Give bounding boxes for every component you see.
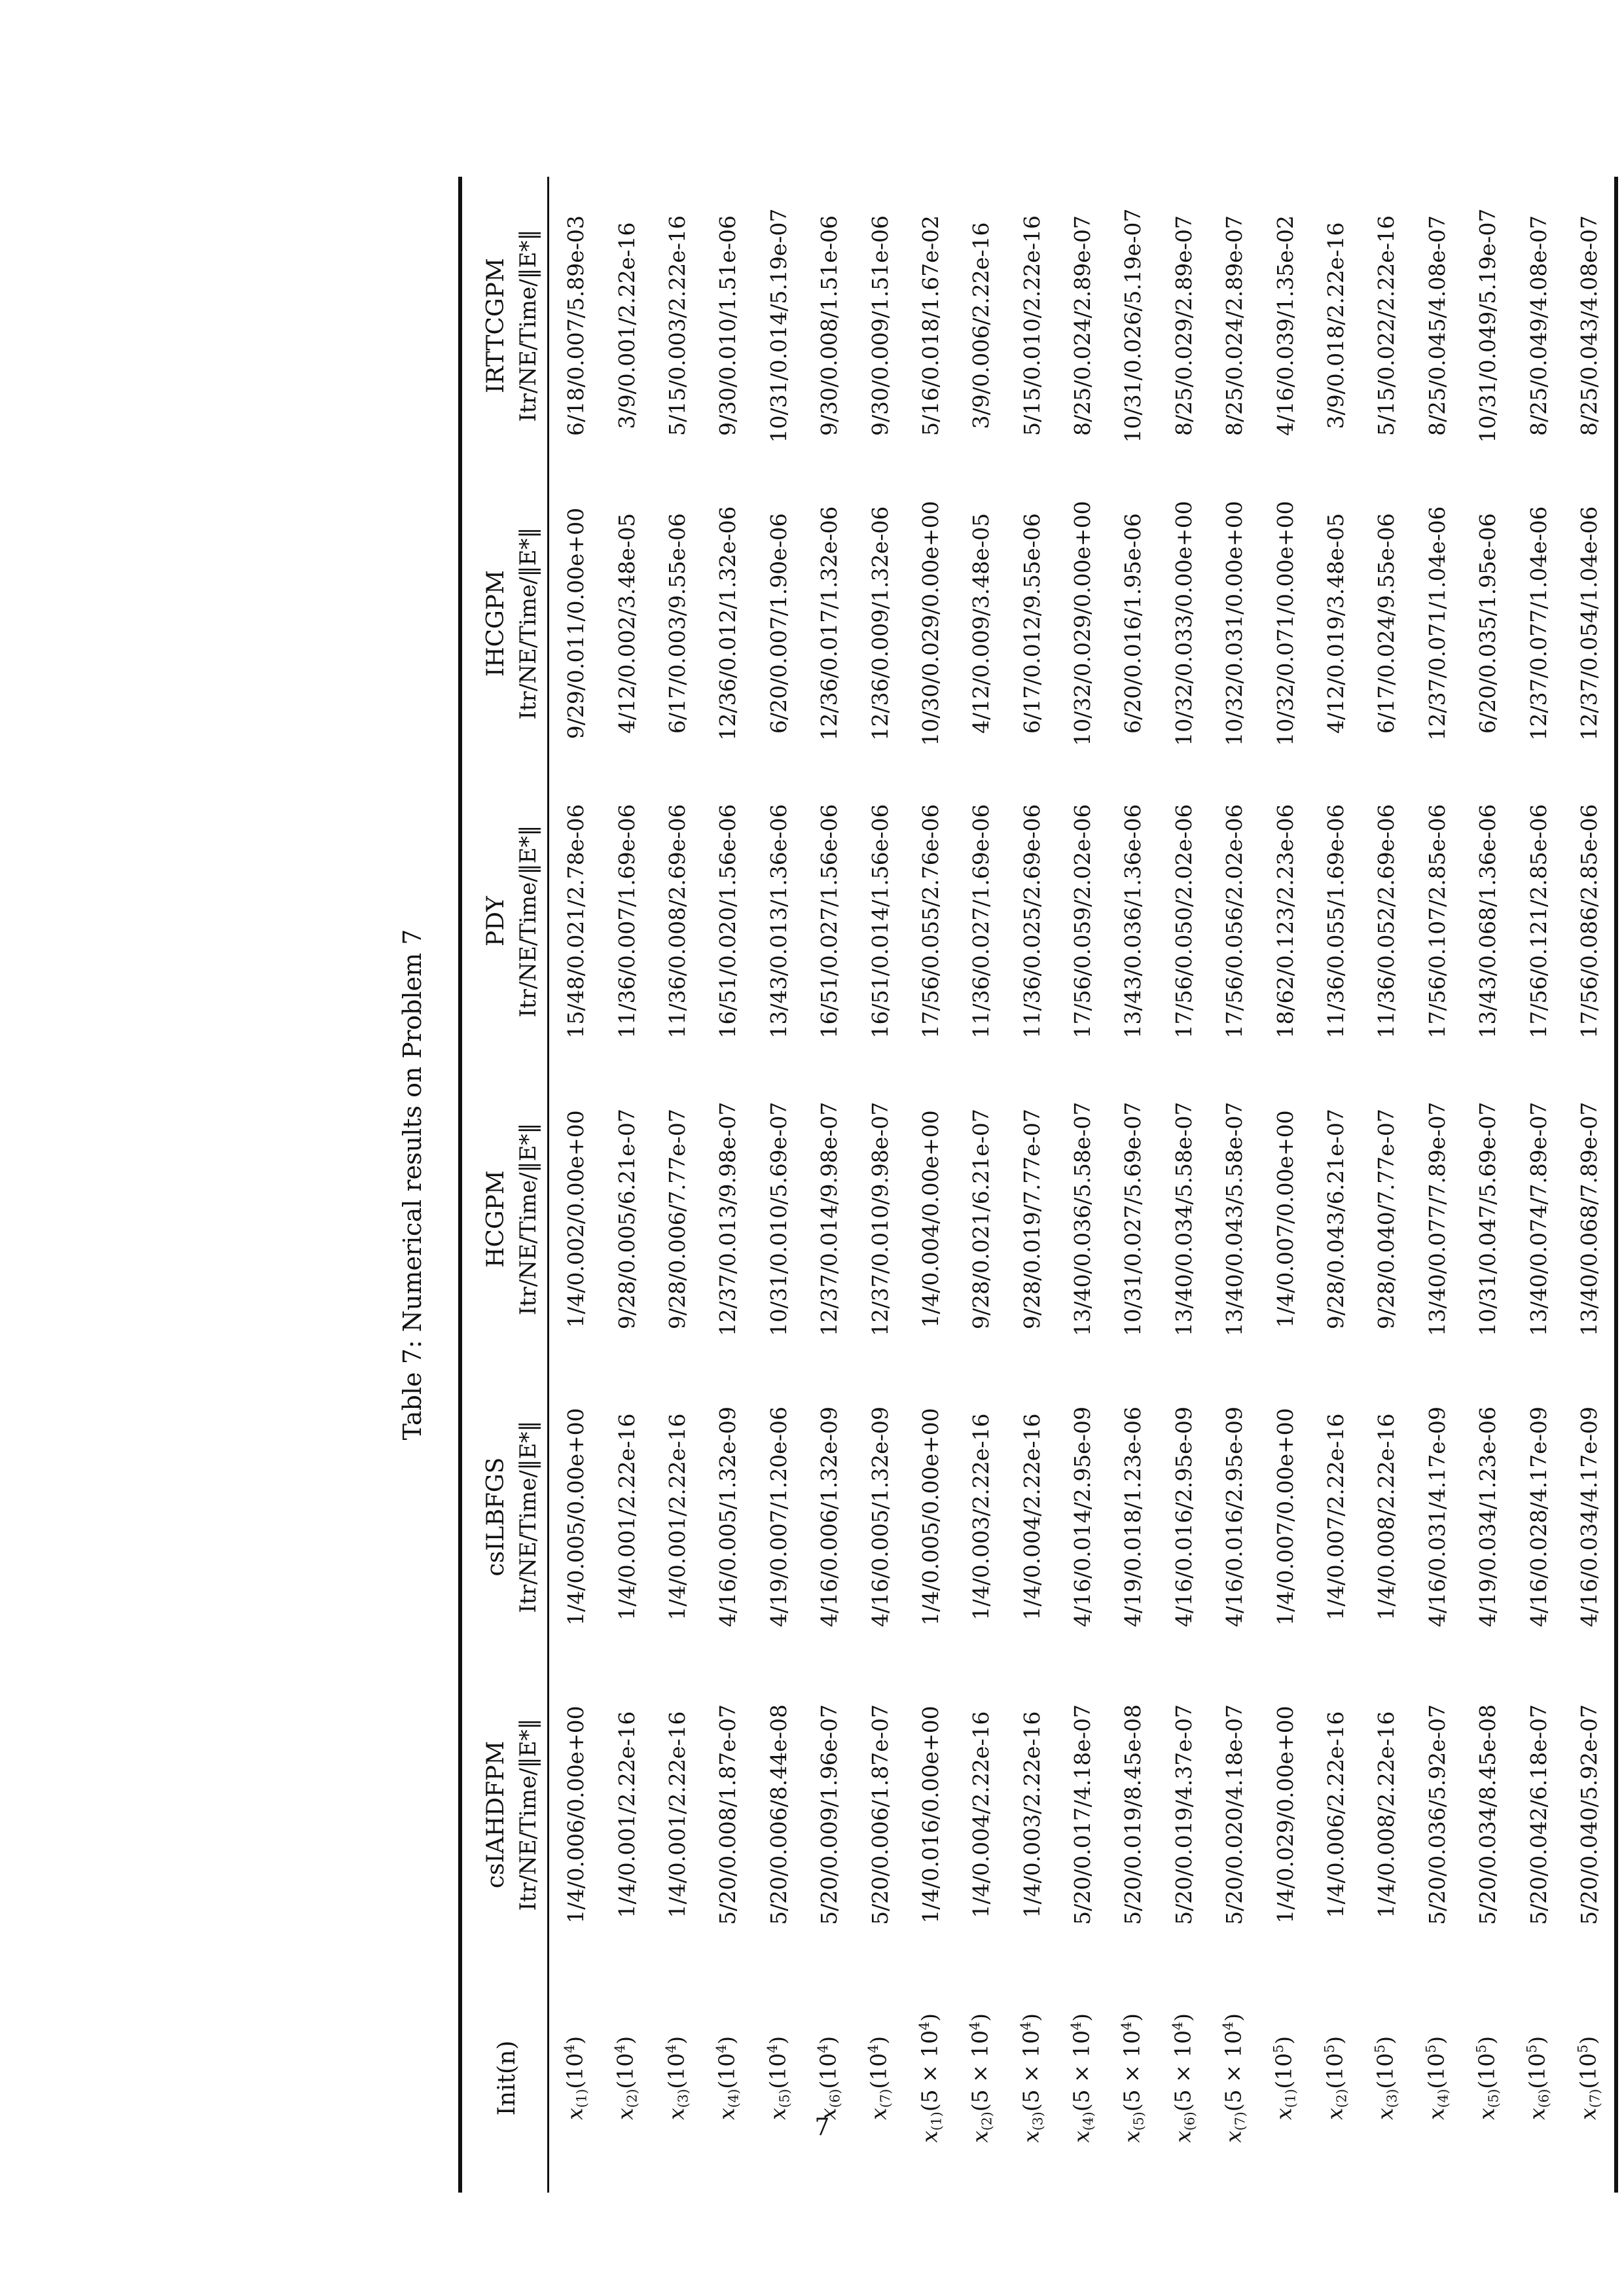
- result-cell: 12/36/0.009/1.32e-06: [867, 506, 893, 741]
- init-index: (2): [979, 2111, 995, 2131]
- result-cell: 5/20/0.006/1.87e-07: [867, 1704, 893, 1925]
- init-symbol: x: [713, 2108, 740, 2121]
- result-cell: 5/15/0.003/2.22e-16: [664, 215, 690, 436]
- result-cell: 1/4/0.003/2.22e-16: [1019, 1711, 1045, 1918]
- page-number: 7: [814, 2114, 830, 2141]
- init-exponent: 4: [764, 2044, 780, 2053]
- result-cell: 17/56/0.086/2.85e-06: [1564, 772, 1616, 1070]
- table-body: [549, 177, 1617, 2193]
- result-cell: 6/20/0.035/1.95e-06: [1475, 513, 1501, 734]
- table-row: [1412, 177, 1462, 2193]
- init-cell: [1462, 1964, 1513, 2193]
- init-index: (7): [1587, 2089, 1603, 2108]
- result-cell: 5/20/0.034/8.45e-08: [1475, 1704, 1501, 1925]
- result-cell: 3/9/0.006/2.22e-16: [968, 222, 994, 429]
- table-row: [1361, 177, 1411, 2193]
- table-row: [1159, 177, 1209, 2193]
- init-exponent: 4: [1068, 2021, 1084, 2030]
- init-close: ): [1068, 2013, 1094, 2022]
- result-cell: 12/36/0.017/1.32e-06: [816, 506, 842, 741]
- init-cell: [549, 1964, 602, 2193]
- result-cell: 13/40/0.036/5.58e-07: [1070, 1102, 1096, 1336]
- init-close: ): [1220, 2013, 1246, 2022]
- init-symbol: x: [562, 2108, 588, 2121]
- result-cell: 12/37/0.014/9.98e-07: [816, 1102, 842, 1336]
- init-index: (4): [1080, 2111, 1096, 2131]
- result-cell: 4/16/0.031/4.17e-09: [1424, 1407, 1450, 1627]
- result-cell: 10/32/0.071/0.00e+00: [1272, 501, 1298, 746]
- init-close: ): [865, 2036, 892, 2045]
- init-cell: [1007, 1964, 1057, 2193]
- result-cell: 5/20/0.019/8.45e-08: [1120, 1704, 1146, 1925]
- init-dimension: (10: [865, 2053, 892, 2089]
- result-cell: 9/30/0.009/1.51e-06: [867, 215, 893, 436]
- result-cell: 5/15/0.022/2.22e-16: [1373, 215, 1399, 436]
- method-header: csIAHDFPM: [460, 1666, 509, 1964]
- init-cell: [905, 1964, 956, 2193]
- result-cell: 13/40/0.074/7.89e-07: [1525, 1102, 1551, 1336]
- init-exponent: 4: [612, 2044, 628, 2053]
- result-cell: 8/25/0.049/4.08e-07: [1525, 215, 1551, 436]
- init-exponent: 5: [1372, 2044, 1388, 2053]
- result-cell: 1/4/0.004/0.00e+00: [917, 1110, 943, 1328]
- init-close: ): [1422, 2036, 1449, 2045]
- result-cell: 13/40/0.034/5.58e-07: [1170, 1102, 1197, 1336]
- init-symbol: x: [764, 2108, 790, 2121]
- init-symbol: x: [1575, 2108, 1601, 2121]
- result-cell: 6/17/0.003/9.55e-06: [664, 513, 690, 734]
- init-exponent: 4: [1119, 2021, 1135, 2030]
- result-cell: 4/16/0.016/2.95e-09: [1170, 1407, 1197, 1627]
- init-index: (3): [675, 2089, 691, 2108]
- init-symbol: x: [1119, 2130, 1145, 2143]
- init-symbol: x: [916, 2130, 942, 2143]
- init-dimension: (5 × 10: [1220, 2030, 1246, 2112]
- result-cell: 1/4/0.008/2.22e-16: [1373, 1711, 1399, 1918]
- init-header: Init(n): [460, 1964, 549, 2193]
- init-exponent: 4: [713, 2044, 730, 2053]
- init-dimension: (10: [815, 2053, 841, 2089]
- result-cell: 9/29/0.011/0.00e+00: [563, 507, 589, 740]
- result-cell: 10/31/0.014/5.19e-07: [765, 208, 791, 443]
- init-symbol: x: [815, 2108, 841, 2121]
- result-cell: 9/28/0.005/6.21e-07: [613, 1109, 640, 1329]
- result-cell: 12/37/0.054/1.04e-06: [1564, 475, 1616, 772]
- init-index: (1): [928, 2111, 945, 2131]
- init-symbol: x: [1271, 2108, 1297, 2121]
- result-cell: 6/20/0.007/1.90e-06: [765, 513, 791, 734]
- header-row-methods: [460, 177, 509, 2193]
- init-exponent: 5: [1524, 2044, 1540, 2053]
- init-symbol: x: [1017, 2130, 1043, 2143]
- result-cell: 12/37/0.077/1.04e-06: [1525, 506, 1551, 741]
- init-exponent: 4: [865, 2044, 882, 2053]
- init-cell: [854, 1964, 905, 2193]
- result-cell: 8/25/0.024/2.89e-07: [1070, 215, 1096, 436]
- init-symbol: x: [612, 2108, 638, 2121]
- init-exponent: 5: [1321, 2044, 1337, 2053]
- result-cell: 6/17/0.024/9.55e-06: [1373, 513, 1399, 734]
- init-index: (6): [1182, 2111, 1198, 2131]
- init-cell: [1513, 1964, 1563, 2193]
- result-cell: 5/20/0.019/4.37e-07: [1170, 1704, 1197, 1925]
- init-close: ): [764, 2036, 790, 2045]
- init-dimension: (10: [1372, 2053, 1398, 2089]
- result-cell: 8/25/0.024/2.89e-07: [1221, 215, 1248, 436]
- init-close: ): [1473, 2036, 1500, 2045]
- result-cell: 4/12/0.002/3.48e-05: [613, 513, 640, 734]
- init-symbol: x: [663, 2108, 689, 2121]
- result-cell: 11/36/0.008/2.69e-06: [664, 804, 690, 1039]
- init-dimension: (10: [1575, 2053, 1601, 2089]
- metric-header: Itr/NE/Time/‖E*‖: [509, 1368, 549, 1666]
- result-cell: 1/4/0.001/2.22e-16: [613, 1413, 640, 1621]
- init-close: ): [815, 2036, 841, 2045]
- init-close: ): [1524, 2036, 1550, 2045]
- init-cell: [652, 1964, 702, 2193]
- result-cell: 10/31/0.047/5.69e-07: [1475, 1102, 1501, 1336]
- result-cell: 10/32/0.033/0.00e+00: [1170, 501, 1197, 746]
- init-exponent: 5: [1473, 2044, 1490, 2053]
- method-header: csILBFGS: [460, 1368, 509, 1666]
- result-cell: 5/20/0.040/5.92e-07: [1564, 1666, 1616, 1964]
- result-cell: 17/56/0.059/2.02e-06: [1070, 804, 1096, 1039]
- init-close: ): [1271, 2036, 1297, 2045]
- init-cell: [1108, 1964, 1158, 2193]
- table-row: [1209, 177, 1259, 2193]
- init-index: (6): [1536, 2089, 1552, 2108]
- result-cell: 13/43/0.036/1.36e-06: [1120, 804, 1146, 1039]
- init-close: ): [1017, 2013, 1043, 2022]
- table-row: [1057, 177, 1108, 2193]
- init-index: (6): [827, 2089, 843, 2108]
- init-cell: [1209, 1964, 1259, 2193]
- result-cell: 1/4/0.016/0.00e+00: [917, 1706, 943, 1924]
- init-index: (5): [1485, 2089, 1502, 2108]
- table-caption: Table 7: Numerical results on Problem 7: [398, 929, 427, 1441]
- init-cell: [956, 1964, 1006, 2193]
- init-index: (3): [1029, 2111, 1045, 2131]
- init-index: (7): [1232, 2111, 1248, 2131]
- result-cell: 8/25/0.045/4.08e-07: [1424, 215, 1450, 436]
- result-cell: 10/31/0.026/5.19e-07: [1120, 208, 1146, 443]
- init-index: (7): [877, 2089, 893, 2108]
- result-cell: 13/43/0.068/1.36e-06: [1475, 804, 1501, 1039]
- init-symbol: x: [1322, 2108, 1348, 2121]
- init-exponent: 4: [1017, 2021, 1034, 2030]
- method-header: PDY: [460, 772, 509, 1070]
- init-symbol: x: [1524, 2108, 1550, 2121]
- init-close: ): [1575, 2036, 1601, 2045]
- result-cell: 5/20/0.042/6.18e-07: [1525, 1704, 1551, 1925]
- result-cell: 11/36/0.027/1.69e-06: [968, 804, 994, 1039]
- init-exponent: 4: [1169, 2021, 1185, 2030]
- table-row: [956, 177, 1006, 2193]
- result-cell: 16/51/0.020/1.56e-06: [715, 804, 741, 1039]
- result-cell: 10/31/0.027/5.69e-07: [1120, 1102, 1146, 1336]
- init-index: (1): [1282, 2089, 1299, 2108]
- result-cell: 1/4/0.007/0.00e+00: [1272, 1408, 1298, 1626]
- result-cell: 17/56/0.055/2.76e-06: [917, 804, 943, 1039]
- init-dimension: (10: [1271, 2053, 1297, 2089]
- init-cell: [1412, 1964, 1462, 2193]
- result-cell: 4/16/0.016/2.95e-09: [1221, 1407, 1248, 1627]
- result-cell: 12/37/0.013/9.98e-07: [715, 1102, 741, 1336]
- result-cell: 4/12/0.019/3.48e-05: [1323, 513, 1349, 734]
- init-dimension: (10: [1524, 2053, 1550, 2089]
- init-cell: [1310, 1964, 1361, 2193]
- init-dimension: (10: [713, 2053, 740, 2089]
- init-cell: [1259, 1964, 1310, 2193]
- result-cell: 1/4/0.007/0.00e+00: [1272, 1110, 1298, 1328]
- result-cell: 1/4/0.002/0.00e+00: [563, 1110, 589, 1328]
- result-cell: 13/40/0.068/7.89e-07: [1564, 1070, 1616, 1368]
- init-close: ): [562, 2036, 588, 2045]
- table-row: [1310, 177, 1361, 2193]
- init-dimension: (10: [562, 2053, 588, 2089]
- result-cell: 6/20/0.016/1.95e-06: [1120, 513, 1146, 734]
- result-cell: 1/4/0.008/2.22e-16: [1373, 1413, 1399, 1621]
- init-dimension: (5 × 10: [916, 2030, 942, 2112]
- init-exponent: 4: [562, 2044, 577, 2053]
- result-cell: 1/4/0.004/2.22e-16: [968, 1711, 994, 1918]
- result-cell: 16/51/0.014/1.56e-06: [867, 804, 893, 1039]
- init-cell: [1159, 1964, 1209, 2193]
- result-cell: 4/16/0.006/1.32e-09: [816, 1407, 842, 1627]
- result-cell: 11/36/0.055/1.69e-06: [1323, 804, 1349, 1039]
- result-cell: 4/19/0.007/1.20e-06: [765, 1407, 791, 1627]
- result-cell: 6/17/0.012/9.55e-06: [1019, 513, 1045, 734]
- init-dimension: (10: [612, 2053, 638, 2089]
- result-cell: 1/4/0.006/2.22e-16: [1323, 1711, 1349, 1918]
- init-close: ): [1372, 2036, 1398, 2045]
- method-header: IHCGPM: [460, 475, 509, 772]
- init-index: (1): [573, 2089, 590, 2108]
- result-cell: 11/36/0.052/2.69e-06: [1373, 804, 1399, 1039]
- result-cell: 9/30/0.008/1.51e-06: [816, 215, 842, 436]
- init-close: ): [916, 2013, 942, 2022]
- result-cell: 12/36/0.012/1.32e-06: [715, 506, 741, 741]
- table-row: [601, 177, 651, 2193]
- result-cell: 13/43/0.013/1.36e-06: [765, 804, 791, 1039]
- result-cell: 9/30/0.010/1.51e-06: [715, 215, 741, 436]
- result-cell: 5/20/0.009/1.96e-07: [816, 1704, 842, 1925]
- init-index: (4): [725, 2089, 742, 2108]
- metric-header: Itr/NE/Time/‖E*‖: [509, 1070, 549, 1368]
- result-cell: 8/25/0.043/4.08e-07: [1564, 177, 1616, 475]
- result-cell: 17/56/0.121/2.85e-06: [1525, 804, 1551, 1039]
- result-cell: 1/4/0.001/2.22e-16: [664, 1711, 690, 1918]
- table-row: [1007, 177, 1057, 2193]
- result-cell: 17/56/0.056/2.02e-06: [1221, 804, 1248, 1039]
- init-symbol: x: [1473, 2108, 1500, 2121]
- result-cell: 11/36/0.025/2.69e-06: [1019, 804, 1045, 1039]
- result-cell: 4/12/0.009/3.48e-05: [968, 513, 994, 734]
- init-cell: [601, 1964, 651, 2193]
- table-row: [1564, 177, 1616, 2193]
- result-cell: 16/51/0.027/1.56e-06: [816, 804, 842, 1039]
- result-cell: 5/20/0.008/1.87e-07: [715, 1704, 741, 1925]
- result-cell: 1/4/0.001/2.22e-16: [613, 1711, 640, 1918]
- init-symbol: x: [1169, 2130, 1195, 2143]
- table-row: [905, 177, 956, 2193]
- table-row: [1513, 177, 1563, 2193]
- result-cell: 4/16/0.028/4.17e-09: [1525, 1407, 1551, 1627]
- result-cell: 10/31/0.049/5.19e-07: [1475, 208, 1501, 443]
- metric-header: Itr/NE/Time/‖E*‖: [509, 772, 549, 1070]
- init-exponent: 4: [1220, 2021, 1236, 2030]
- result-cell: 5/20/0.036/5.92e-07: [1424, 1704, 1450, 1925]
- init-close: ): [612, 2036, 638, 2045]
- result-cell: 4/16/0.039/1.35e-02: [1272, 215, 1298, 436]
- init-symbol: x: [1372, 2108, 1398, 2121]
- init-index: (3): [1384, 2089, 1400, 2108]
- result-cell: 3/9/0.001/2.22e-16: [613, 222, 640, 429]
- init-close: ): [1322, 2036, 1348, 2045]
- init-symbol: x: [1220, 2130, 1246, 2143]
- init-symbol: x: [1422, 2108, 1449, 2121]
- result-cell: 1/4/0.004/2.22e-16: [1019, 1413, 1045, 1621]
- result-cell: 5/20/0.020/4.18e-07: [1221, 1704, 1248, 1925]
- init-exponent: 4: [967, 2021, 983, 2030]
- init-cell: [1057, 1964, 1108, 2193]
- init-symbol: x: [865, 2108, 892, 2121]
- init-dimension: (10: [764, 2053, 790, 2089]
- result-cell: 1/4/0.003/2.22e-16: [968, 1413, 994, 1621]
- init-close: ): [1119, 2013, 1145, 2022]
- result-cell: 1/4/0.029/0.00e+00: [1272, 1706, 1298, 1924]
- init-symbol: x: [1068, 2130, 1094, 2143]
- table-row: [804, 177, 854, 2193]
- result-cell: 4/19/0.034/1.23e-06: [1475, 1407, 1501, 1627]
- results-table-wrapper: [458, 177, 1618, 2193]
- result-cell: 1/4/0.007/2.22e-16: [1323, 1413, 1349, 1621]
- result-cell: 18/62/0.123/2.23e-06: [1272, 804, 1298, 1039]
- result-cell: 12/37/0.010/9.98e-07: [867, 1102, 893, 1336]
- result-cell: 5/20/0.017/4.18e-07: [1070, 1704, 1096, 1925]
- result-cell: 9/28/0.006/7.77e-07: [664, 1109, 690, 1329]
- method-header: HCGPM: [460, 1070, 509, 1368]
- result-cell: 4/16/0.014/2.95e-09: [1070, 1407, 1096, 1627]
- init-index: (5): [1130, 2111, 1147, 2131]
- result-cell: 4/16/0.005/1.32e-09: [715, 1407, 741, 1627]
- init-dimension: (5 × 10: [967, 2030, 993, 2112]
- result-cell: 5/20/0.006/8.44e-08: [765, 1704, 791, 1925]
- init-index: (2): [1333, 2089, 1350, 2108]
- result-cell: 1/4/0.005/0.00e+00: [917, 1408, 943, 1626]
- result-cell: 8/25/0.029/2.89e-07: [1170, 215, 1197, 436]
- result-cell: 5/15/0.010/2.22e-16: [1019, 215, 1045, 436]
- init-index: (4): [1435, 2089, 1451, 2108]
- result-cell: 10/31/0.010/5.69e-07: [765, 1102, 791, 1336]
- result-cell: 4/16/0.005/1.32e-09: [867, 1407, 893, 1627]
- init-exponent: 5: [1574, 2044, 1591, 2053]
- result-cell: 13/40/0.043/5.58e-07: [1221, 1102, 1248, 1336]
- result-cell: 9/28/0.043/6.21e-07: [1323, 1109, 1349, 1329]
- result-cell: 12/37/0.071/1.04e-06: [1424, 506, 1450, 741]
- table-row: [549, 177, 602, 2193]
- init-dimension: (10: [663, 2053, 689, 2089]
- init-close: ): [967, 2013, 993, 2022]
- init-index: (5): [776, 2089, 792, 2108]
- init-close: ): [663, 2036, 689, 2045]
- metric-header: Itr/NE/Time/‖E*‖: [509, 177, 549, 475]
- result-cell: 9/28/0.019/7.77e-07: [1019, 1109, 1045, 1329]
- header-row-metrics: [509, 177, 549, 2193]
- result-cell: 1/4/0.001/2.22e-16: [664, 1413, 690, 1621]
- init-dimension: (5 × 10: [1017, 2030, 1043, 2112]
- result-cell: 1/4/0.005/0.00e+00: [563, 1408, 589, 1626]
- result-cell: 3/9/0.018/2.22e-16: [1323, 222, 1349, 429]
- result-cell: 13/40/0.077/7.89e-07: [1424, 1102, 1450, 1336]
- init-cell: [702, 1964, 753, 2193]
- init-cell: [1361, 1964, 1411, 2193]
- init-exponent: 4: [916, 2021, 932, 2030]
- init-dimension: (10: [1473, 2053, 1500, 2089]
- result-cell: 4/19/0.018/1.23e-06: [1120, 1407, 1146, 1627]
- init-cell: [804, 1964, 854, 2193]
- init-cell: [1564, 1964, 1616, 2193]
- result-cell: 10/32/0.029/0.00e+00: [1070, 501, 1096, 746]
- init-dimension: (5 × 10: [1068, 2030, 1094, 2112]
- result-cell: 4/16/0.034/4.17e-09: [1564, 1368, 1616, 1666]
- init-cell: [753, 1964, 804, 2193]
- results-table: [458, 177, 1618, 2193]
- init-exponent: 4: [662, 2044, 679, 2053]
- result-cell: 1/4/0.006/0.00e+00: [563, 1706, 589, 1924]
- init-dimension: (10: [1422, 2053, 1449, 2089]
- metric-header: Itr/NE/Time/‖E*‖: [509, 1666, 549, 1964]
- rotated-table-block: [393, 177, 1603, 2193]
- metric-header: Itr/NE/Time/‖E*‖: [509, 475, 549, 772]
- init-close: ): [713, 2036, 740, 2045]
- result-cell: 5/16/0.018/1.67e-02: [917, 215, 943, 436]
- table-row: [702, 177, 753, 2193]
- table-row: [1259, 177, 1310, 2193]
- init-dimension: (5 × 10: [1169, 2030, 1195, 2112]
- result-cell: 15/48/0.021/2.78e-06: [563, 804, 589, 1039]
- init-close: ): [1169, 2013, 1195, 2022]
- result-cell: 11/36/0.007/1.69e-06: [613, 804, 640, 1039]
- result-cell: 17/56/0.050/2.02e-06: [1170, 804, 1197, 1039]
- init-exponent: 5: [1271, 2044, 1287, 2053]
- result-cell: 10/32/0.031/0.00e+00: [1221, 501, 1248, 746]
- table-row: [1108, 177, 1158, 2193]
- method-header: IRTTCGPM: [460, 177, 509, 475]
- result-cell: 10/30/0.029/0.00e+00: [917, 501, 943, 746]
- init-exponent: 4: [814, 2044, 831, 2053]
- table-row: [1462, 177, 1513, 2193]
- result-cell: 9/28/0.040/7.77e-07: [1373, 1109, 1399, 1329]
- init-dimension: (5 × 10: [1119, 2030, 1145, 2112]
- init-symbol: x: [967, 2130, 993, 2143]
- table-row: [652, 177, 702, 2193]
- init-exponent: 5: [1422, 2044, 1439, 2053]
- result-cell: 6/18/0.007/5.89e-03: [563, 215, 589, 436]
- result-cell: 17/56/0.107/2.85e-06: [1424, 804, 1450, 1039]
- table-row: [753, 177, 804, 2193]
- init-dimension: (10: [1322, 2053, 1348, 2089]
- result-cell: 9/28/0.021/6.21e-07: [968, 1109, 994, 1329]
- table-row: [854, 177, 905, 2193]
- init-index: (2): [624, 2089, 640, 2108]
